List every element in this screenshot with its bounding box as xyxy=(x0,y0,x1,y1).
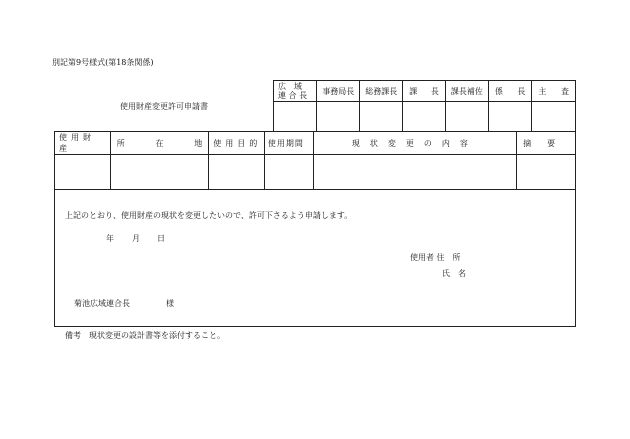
applicant-name-label: 氏 名 xyxy=(442,269,466,278)
approval-header-assistant-chief: 課長補佐 xyxy=(445,81,488,102)
header-summary: 摘 要 xyxy=(517,132,576,155)
approval-header-union-head: 広 域 連 合 長 xyxy=(274,81,317,102)
header-location: 所 在 地 xyxy=(110,132,209,155)
change-content-cell[interactable] xyxy=(313,155,517,190)
form-title: 使用財産変更許可申請書 xyxy=(120,102,208,111)
date-year-label: 年 xyxy=(106,234,114,243)
application-statement: 上記のとおり、使用財産の現状を変更したいので、許可下さるよう申請します。 xyxy=(65,211,353,220)
stamp-box[interactable] xyxy=(532,102,576,132)
approval-header-secretary-general: 事務局長 xyxy=(317,81,360,102)
location-cell[interactable] xyxy=(110,155,209,190)
stamp-box[interactable] xyxy=(403,102,446,132)
purpose-cell[interactable] xyxy=(209,155,265,190)
stamp-box[interactable] xyxy=(445,102,488,132)
date-day-label: 日 xyxy=(157,234,165,243)
stamp-box[interactable] xyxy=(360,102,403,132)
form-reference: 別記第9号様式(第18条関係) xyxy=(52,58,154,67)
header-period: 使用期間 xyxy=(264,132,313,155)
addressee: 菊池広域連合長 xyxy=(74,299,130,308)
approval-header-inspector: 主 査 xyxy=(532,81,576,102)
header-purpose: 使用目的 xyxy=(209,132,265,155)
stamp-box[interactable] xyxy=(488,102,532,132)
applicant-address-label: 使用者 住 所 xyxy=(410,253,461,262)
stamp-box[interactable] xyxy=(317,102,360,132)
header-change-content: 現状変更の内容 xyxy=(313,132,517,155)
date-month-label: 月 xyxy=(132,234,140,243)
header-property: 使用財産 xyxy=(55,132,111,155)
stamp-box[interactable] xyxy=(274,102,317,132)
approval-header-section-chief: 課 長 xyxy=(403,81,446,102)
application-table xyxy=(54,131,576,327)
remarks-note: 備考 現状変更の設計書等を添付すること。 xyxy=(65,331,225,340)
approval-stamp-table xyxy=(273,80,576,132)
honorific: 様 xyxy=(166,299,174,308)
summary-cell[interactable] xyxy=(517,155,576,190)
property-cell[interactable] xyxy=(55,155,111,190)
approval-header-general-affairs-chief: 総務課長 xyxy=(360,81,403,102)
approval-header-subsection-chief: 係 長 xyxy=(488,81,532,102)
period-cell[interactable] xyxy=(264,155,313,190)
